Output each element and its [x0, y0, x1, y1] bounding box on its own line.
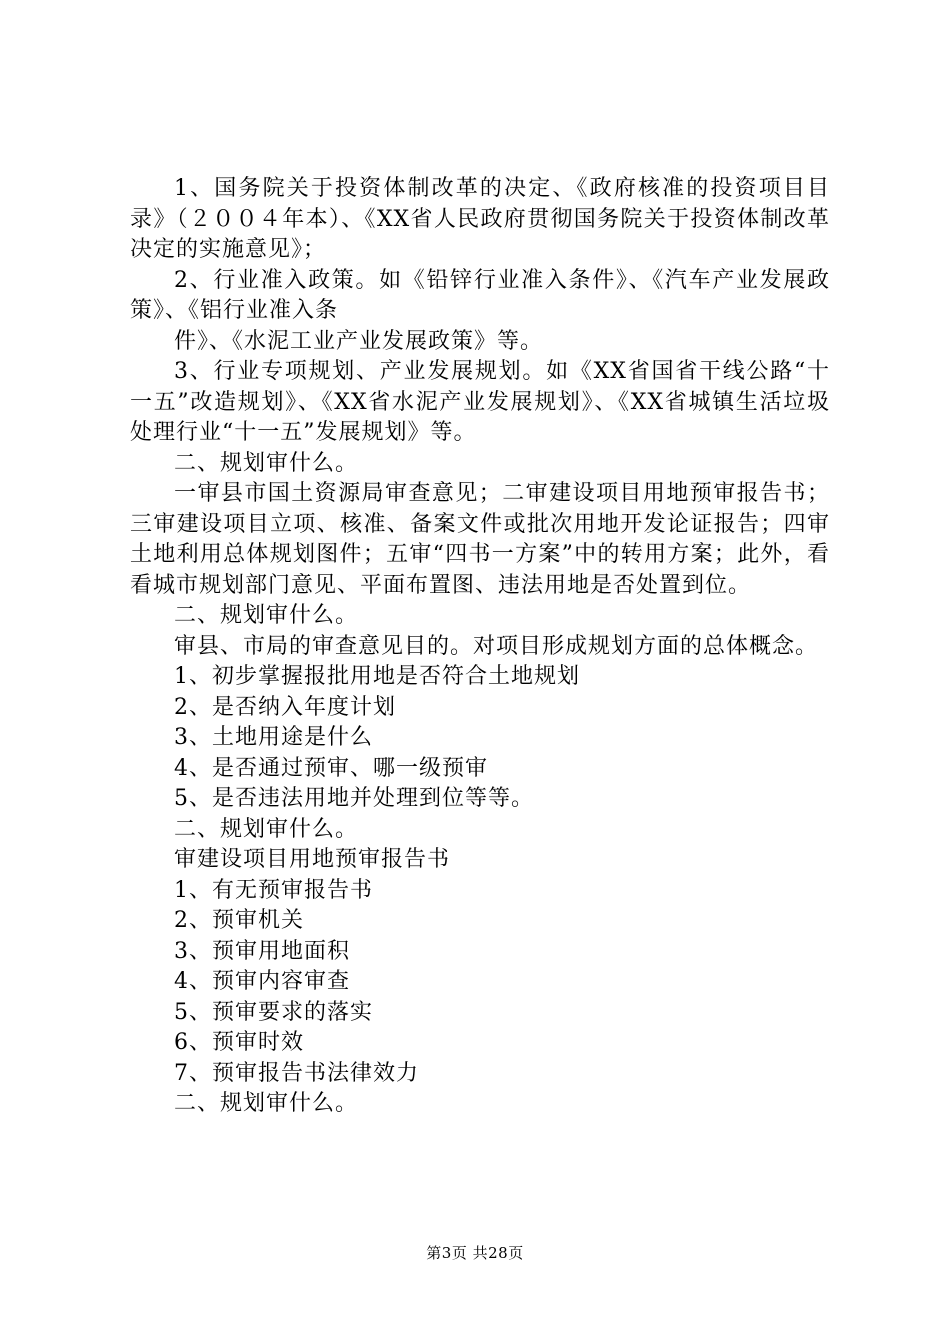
paragraph-special-plans: 3、行业专项规划、产业发展规划。如《XX省国省干线公路“十一五”改造规划》、《XX省水泥产业发展规划》、《XX省城镇生活垃圾处理行业“十一五”发展规划》等。 [130, 359, 830, 445]
section-heading: 二、规划审什么。 [174, 603, 359, 628]
list-item: 3、土地用途是什么 [174, 725, 373, 750]
list-item: 4、预审内容审查 [174, 969, 350, 994]
page-number-footer: 第3页 共28页 [426, 1244, 524, 1262]
list-item: 4、是否通过预审、哪一级预审 [174, 755, 488, 781]
section-heading: 二、规划审什么。 [174, 816, 359, 842]
paragraph-preexamination-report: 审建设项目用地预审报告书 [174, 847, 451, 872]
paragraph-industry-access-policy: 2、行业准入政策。如《铅锌行业准入条件》、《汽车产业发展政策》、《铝行业准入条 [130, 267, 830, 323]
list-item: 6、预审时效 [174, 1030, 304, 1055]
paragraph-industry-access-policy-continued: 件》、《水泥工业产业发展政策》等。 [174, 328, 544, 354]
list-item: 5、预审要求的落实 [174, 999, 373, 1025]
list-item: 2、预审机关 [174, 908, 304, 933]
list-item: 7、预审报告书法律效力 [174, 1060, 419, 1086]
paragraph-investment-regulations: 1、国务院关于投资体制改革的决定、《政府核准的投资项目目录》（２００４年本）、《XX省人民政府贯彻国务院关于投资体制改革决定的实施意见》； [130, 176, 830, 262]
section-heading: 二、规划审什么。 [174, 1091, 359, 1116]
document-body [130, 174, 830, 1120]
paragraph-county-review-purpose: 审县、市局的审查意见目的。对项目形成规划方面的总体概念。 [174, 633, 819, 659]
list-item: 5、是否违法用地并处理到位等等。 [174, 786, 534, 811]
list-item: 1、有无预审报告书 [174, 877, 373, 903]
paragraph-review-items: 一审县市国土资源局审查意见；二审建设项目用地预审报告书；三审建设项目立项、核准、备案文件或批次用地开发论证报告；四审土地利用总体规划图件；五审“四书一方案”中的转用方案；此外，看看城市规划部门意见、平面布置图、违法用地是否处置到位。 [130, 481, 830, 598]
list-item: 1、初步掌握报批用地是否符合土地规划 [174, 664, 580, 689]
section-heading: 二、规划审什么。 [174, 450, 359, 476]
list-item: 3、预审用地面积 [174, 938, 350, 964]
list-item: 2、是否纳入年度计划 [174, 694, 396, 720]
